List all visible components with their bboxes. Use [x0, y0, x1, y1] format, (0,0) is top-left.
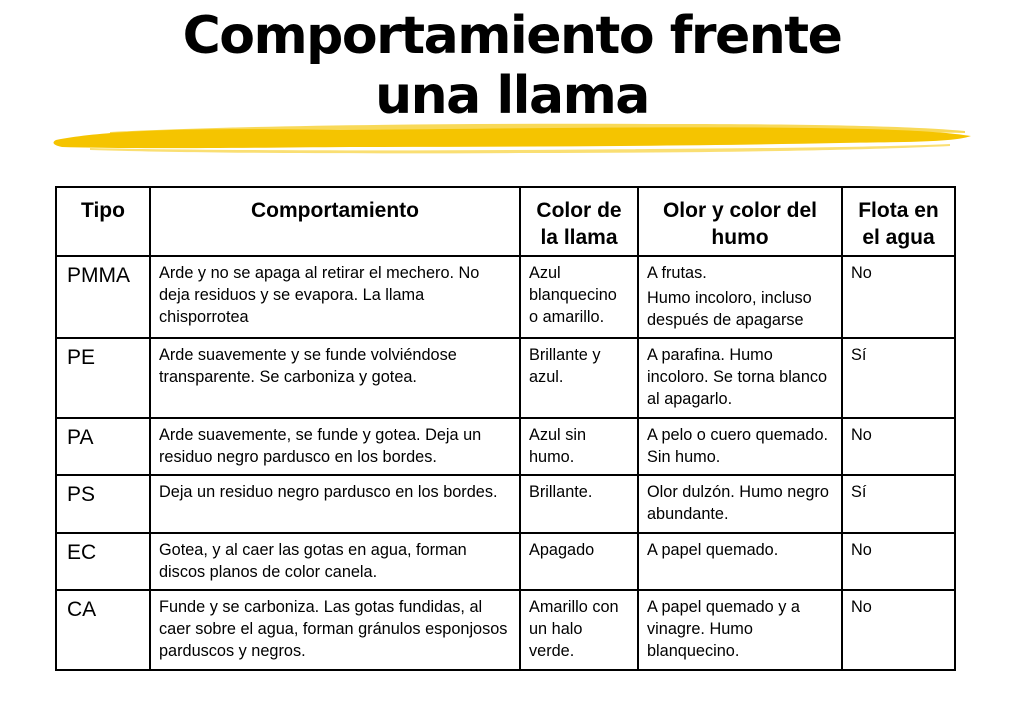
- table-row: [56, 475, 955, 533]
- cell-flota: No: [842, 418, 955, 475]
- cell-olor-line-1: A frutas.: [647, 264, 707, 282]
- cell-color: Amarillo con un halo verde.: [520, 590, 638, 670]
- flame-behavior-table: [55, 186, 956, 671]
- cell-olor: A parafina. Humo incoloro. Se torna blanco al apagarlo.: [638, 338, 842, 418]
- cell-flota: Sí: [842, 338, 955, 418]
- cell-tipo: PMMA: [56, 256, 150, 338]
- cell-color: Brillante.: [520, 475, 638, 533]
- cell-comportamiento: Funde y se carboniza. Las gotas fundidas, al caer sobre el agua, forman gránulos esponjosos parduscos y negros.: [150, 590, 520, 670]
- cell-comportamiento: Deja un residuo negro pardusco en los bordes.: [150, 475, 520, 533]
- cell-olor-line-2: Humo incoloro, incluso después de apagarse: [647, 289, 812, 329]
- table-row: [56, 256, 955, 338]
- cell-color: Brillante y azul.: [520, 338, 638, 418]
- table-row: [56, 338, 955, 418]
- page-title: [0, 6, 1024, 126]
- cell-comportamiento: Gotea, y al caer las gotas en agua, forman discos planos de color canela.: [150, 533, 520, 590]
- cell-comportamiento: Arde suavemente, se funde y gotea. Deja un residuo negro pardusco en los bordes.: [150, 418, 520, 475]
- cell-color: Azul sin humo.: [520, 418, 638, 475]
- title-line-2: una llama: [375, 66, 649, 126]
- cell-tipo: PE: [56, 338, 150, 418]
- cell-flota: No: [842, 256, 955, 338]
- table-row: [56, 418, 955, 475]
- header-comportamiento: Comportamiento: [150, 187, 520, 256]
- cell-olor: [638, 256, 842, 338]
- title-line-1: Comportamiento frente: [182, 6, 842, 66]
- table-row: [56, 590, 955, 670]
- header-color-llama: Color de la llama: [520, 187, 638, 256]
- table-row: [56, 533, 955, 590]
- cell-flota: No: [842, 590, 955, 670]
- cell-tipo: PA: [56, 418, 150, 475]
- cell-tipo: EC: [56, 533, 150, 590]
- cell-color: Azul blanquecino o amarillo.: [520, 256, 638, 338]
- header-olor-humo: Olor y color del humo: [638, 187, 842, 256]
- cell-olor: A papel quemado y a vinagre. Humo blanquecino.: [638, 590, 842, 670]
- cell-comportamiento: Arde y no se apaga al retirar el mechero. No deja residuos y se evapora. La llama chisporrotea: [150, 256, 520, 338]
- table-header-row: [56, 187, 955, 256]
- cell-olor: A papel quemado.: [638, 533, 842, 590]
- cell-tipo: PS: [56, 475, 150, 533]
- cell-olor: A pelo o cuero quemado. Sin humo.: [638, 418, 842, 475]
- cell-color: Apagado: [520, 533, 638, 590]
- cell-comportamiento: Arde suavemente y se funde volviéndose transparente. Se carboniza y gotea.: [150, 338, 520, 418]
- header-tipo: Tipo: [56, 187, 150, 256]
- header-flota-agua: Flota en el agua: [842, 187, 955, 256]
- cell-flota: No: [842, 533, 955, 590]
- cell-olor: Olor dulzón. Humo negro abundante.: [638, 475, 842, 533]
- cell-flota: Sí: [842, 475, 955, 533]
- cell-tipo: CA: [56, 590, 150, 670]
